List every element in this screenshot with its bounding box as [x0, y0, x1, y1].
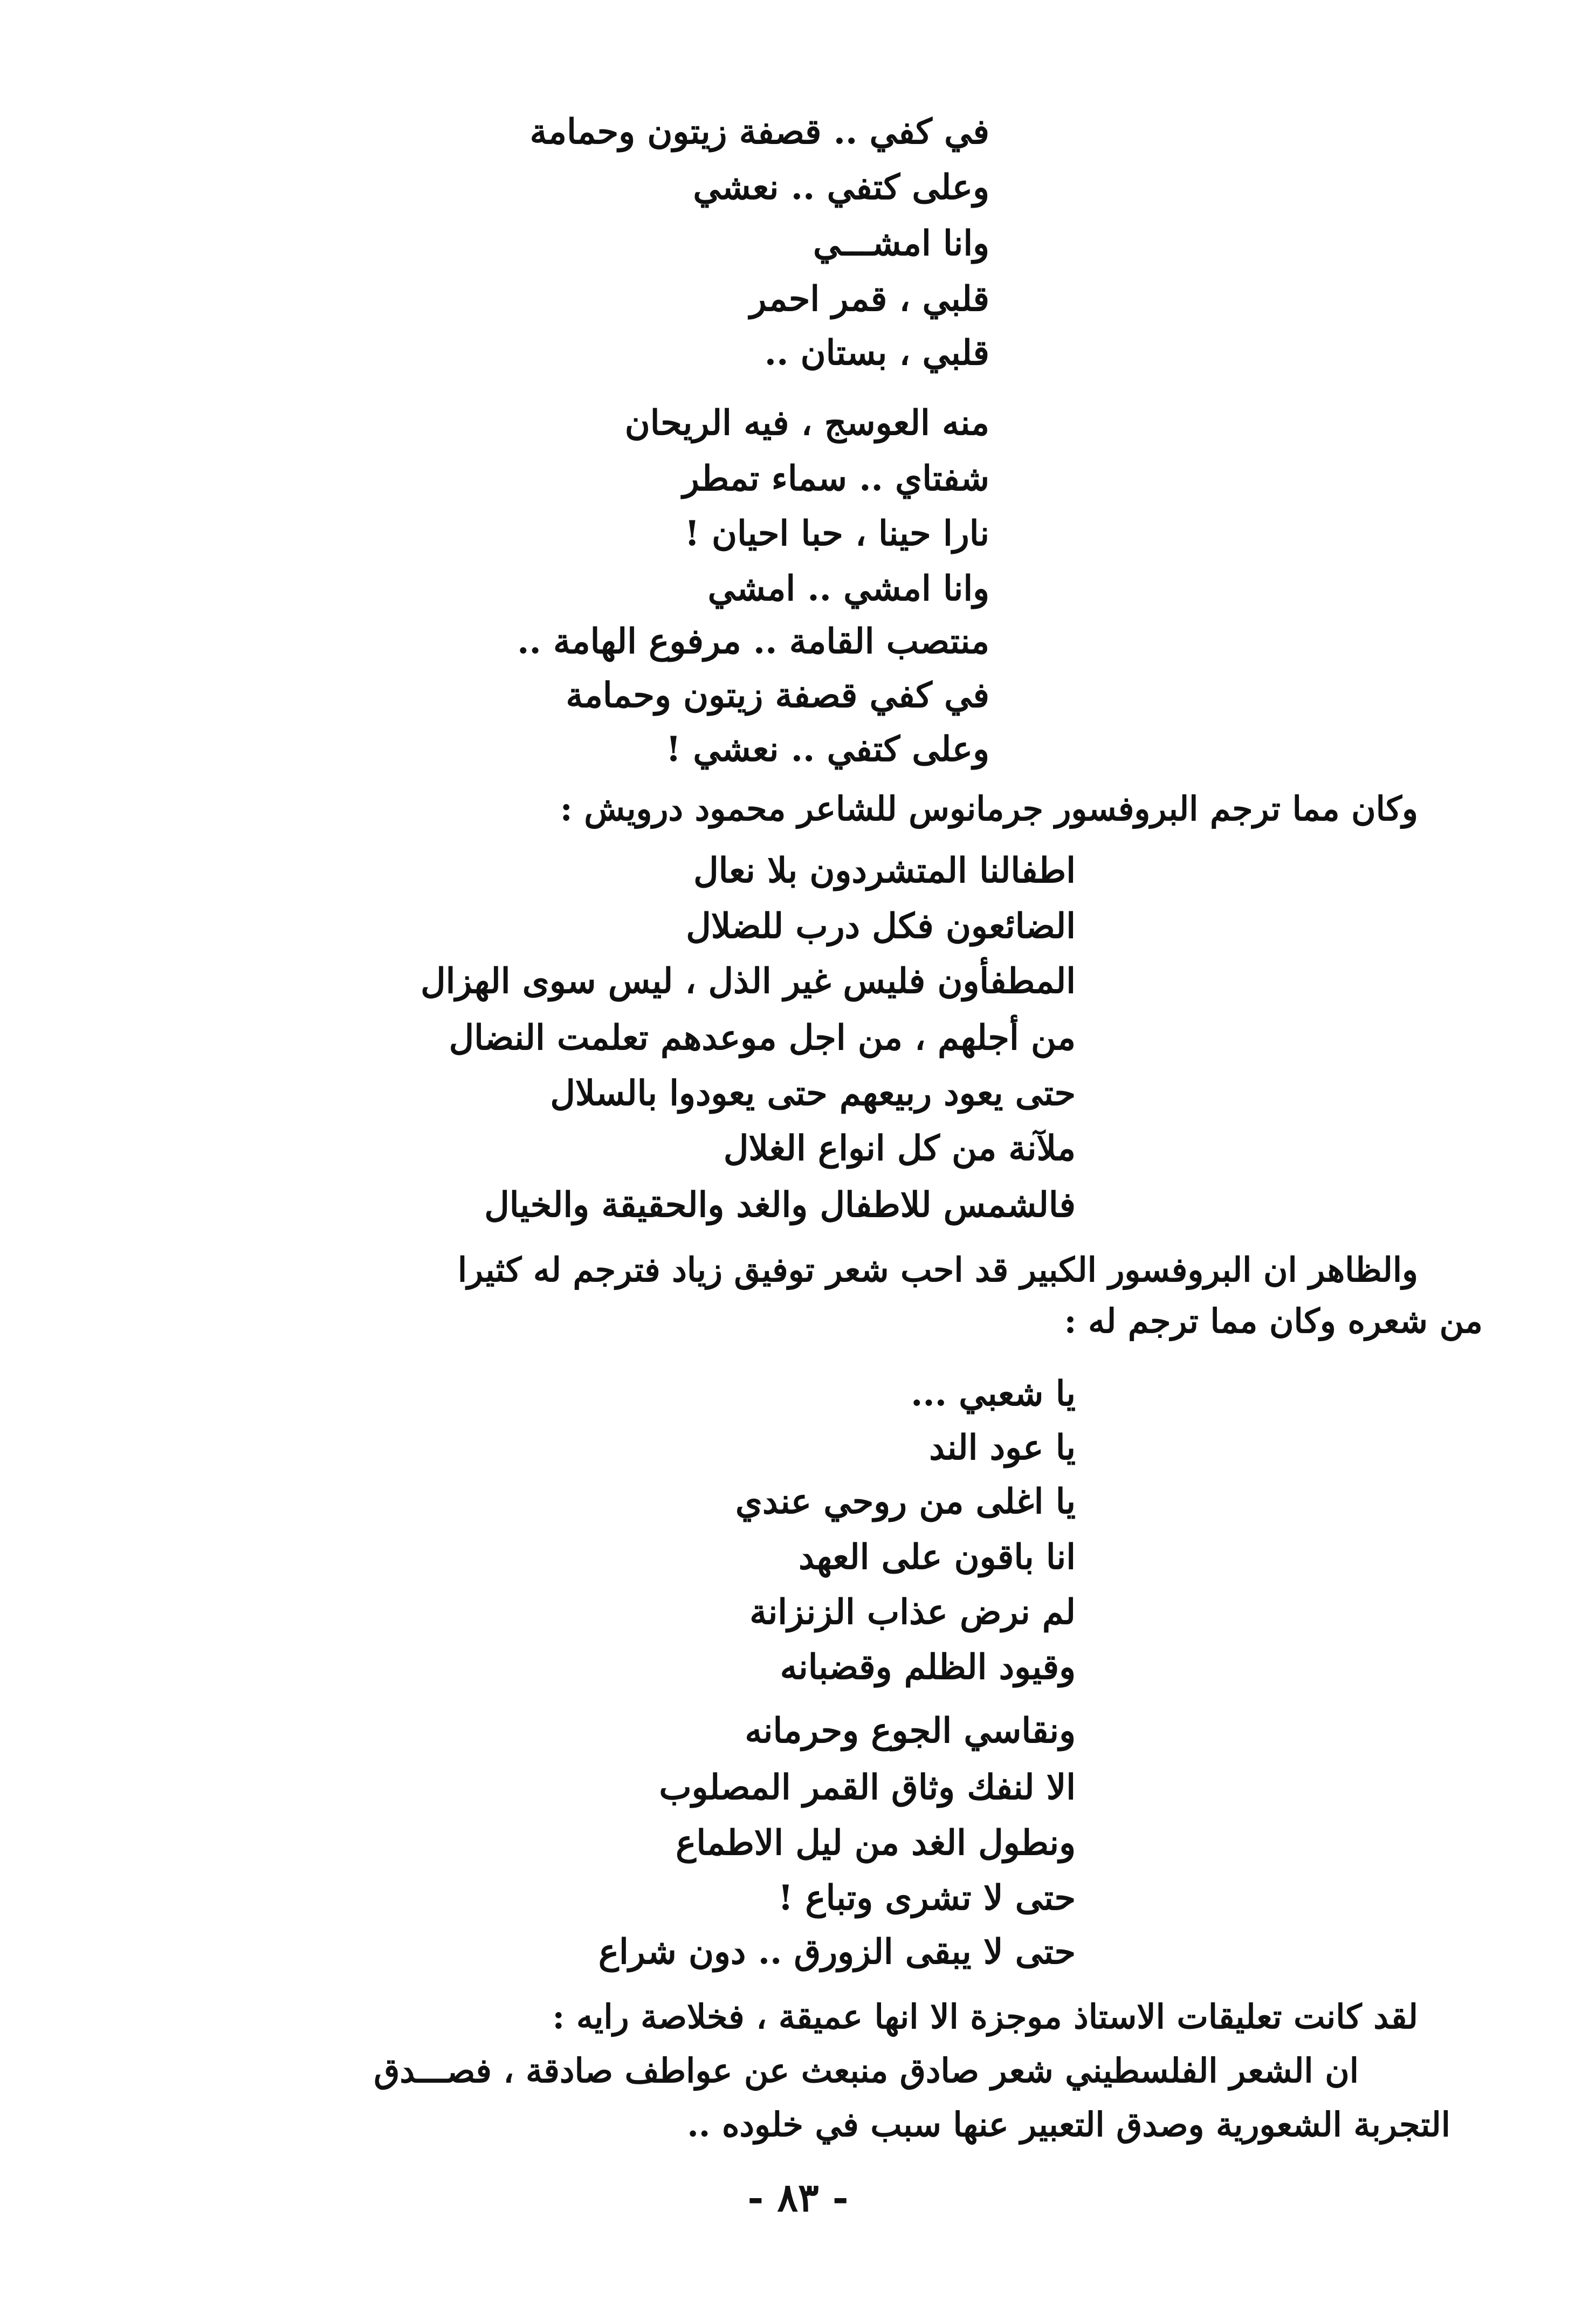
poem-line: شفتاي .. سماء تمطر: [682, 458, 989, 499]
poem-line: الضائعون فكل درب للضلال: [686, 906, 1076, 946]
intro-darwish: وكان مما ترجم البروفسور جرمانوس للشاعر محمود درويش :: [560, 789, 1418, 828]
poem-line: حتى يعود ربيعهم حتى يعودوا بالسلال: [550, 1073, 1076, 1114]
prose-line: التجربة الشعورية وصدق التعبير عنها سبب في خلوده ..: [687, 2105, 1450, 2144]
poem-line: ملآنة من كل انواع الغلال: [723, 1128, 1076, 1169]
poem-line: وعلى كتفي .. نعشي !: [665, 729, 989, 770]
poem-line: انا باقون على العهد: [799, 1537, 1076, 1577]
page-number: - ٨٣ -: [747, 2174, 849, 2220]
poem-line: وانا امشي .. امشي: [707, 568, 989, 609]
poem-line: ونطول الغد من ليل الاطماع: [676, 1823, 1076, 1863]
poem-line: الا لنفك وثاق القمر المصلوب: [659, 1767, 1076, 1808]
poem-line: منه العوسج ، فيه الريحان: [624, 403, 989, 443]
prose-line: والظاهر ان البروفسور الكبير قد احب شعر توفيق زياد فترجم له كثيرا: [457, 1250, 1418, 1289]
poem-line: وعلى كتفي .. نعشي: [693, 167, 989, 208]
poem-line: لم نرض عذاب الزنزانة: [749, 1592, 1076, 1632]
poem-line: يا عود الند: [929, 1427, 1076, 1468]
poem-line: يا شعبي ...: [911, 1374, 1076, 1414]
poem-line: المطفأون فليس غير الذل ، ليس سوى الهزال: [421, 961, 1076, 1001]
poem-line: نارا حينا ، حبا احيان !: [684, 513, 989, 554]
prose-line: من شعره وكان مما ترجم له :: [1064, 1301, 1483, 1341]
prose-line: لقد كانت تعليقات الاستاذ موجزة الا انها عميقة ، فخلاصة رايه :: [552, 1997, 1418, 2036]
poem-line: قلبي ، قمر احمر: [749, 279, 989, 319]
poem-line: فالشمس للاطفال والغد والحقيقة والخيال: [484, 1185, 1076, 1225]
poem-line: قلبي ، بستان ..: [764, 333, 989, 373]
poem-line: يا اغلى من روحي عندي: [735, 1481, 1076, 1522]
poem-line: حتى لا تشرى وتباع !: [778, 1878, 1076, 1918]
poem-line: من أجلهم ، من اجل موعدهم تعلمت النضال: [449, 1018, 1076, 1058]
prose-line: ان الشعر الفلسطيني شعر صادق منبعث عن عواطف صادقة ، فصـــدق: [374, 2051, 1359, 2090]
poem-line: وقيود الظلم وقضبانه: [780, 1647, 1076, 1687]
poem-line: منتصب القامة .. مرفوع الهامة ..: [517, 621, 989, 662]
poem-line: اطفالنا المتشردون بلا نعال: [693, 850, 1076, 891]
poem-line: وانا امشـــي: [813, 223, 989, 264]
poem-line: حتى لا يبقى الزورق .. دون شراع: [598, 1932, 1076, 1972]
poem-line: ونقاسي الجوع وحرمانه: [745, 1711, 1076, 1751]
poem-line: في كفي .. قصفة زيتون وحمامة: [529, 112, 989, 152]
poem-line: في كفي قصفة زيتون وحمامة: [566, 675, 989, 716]
